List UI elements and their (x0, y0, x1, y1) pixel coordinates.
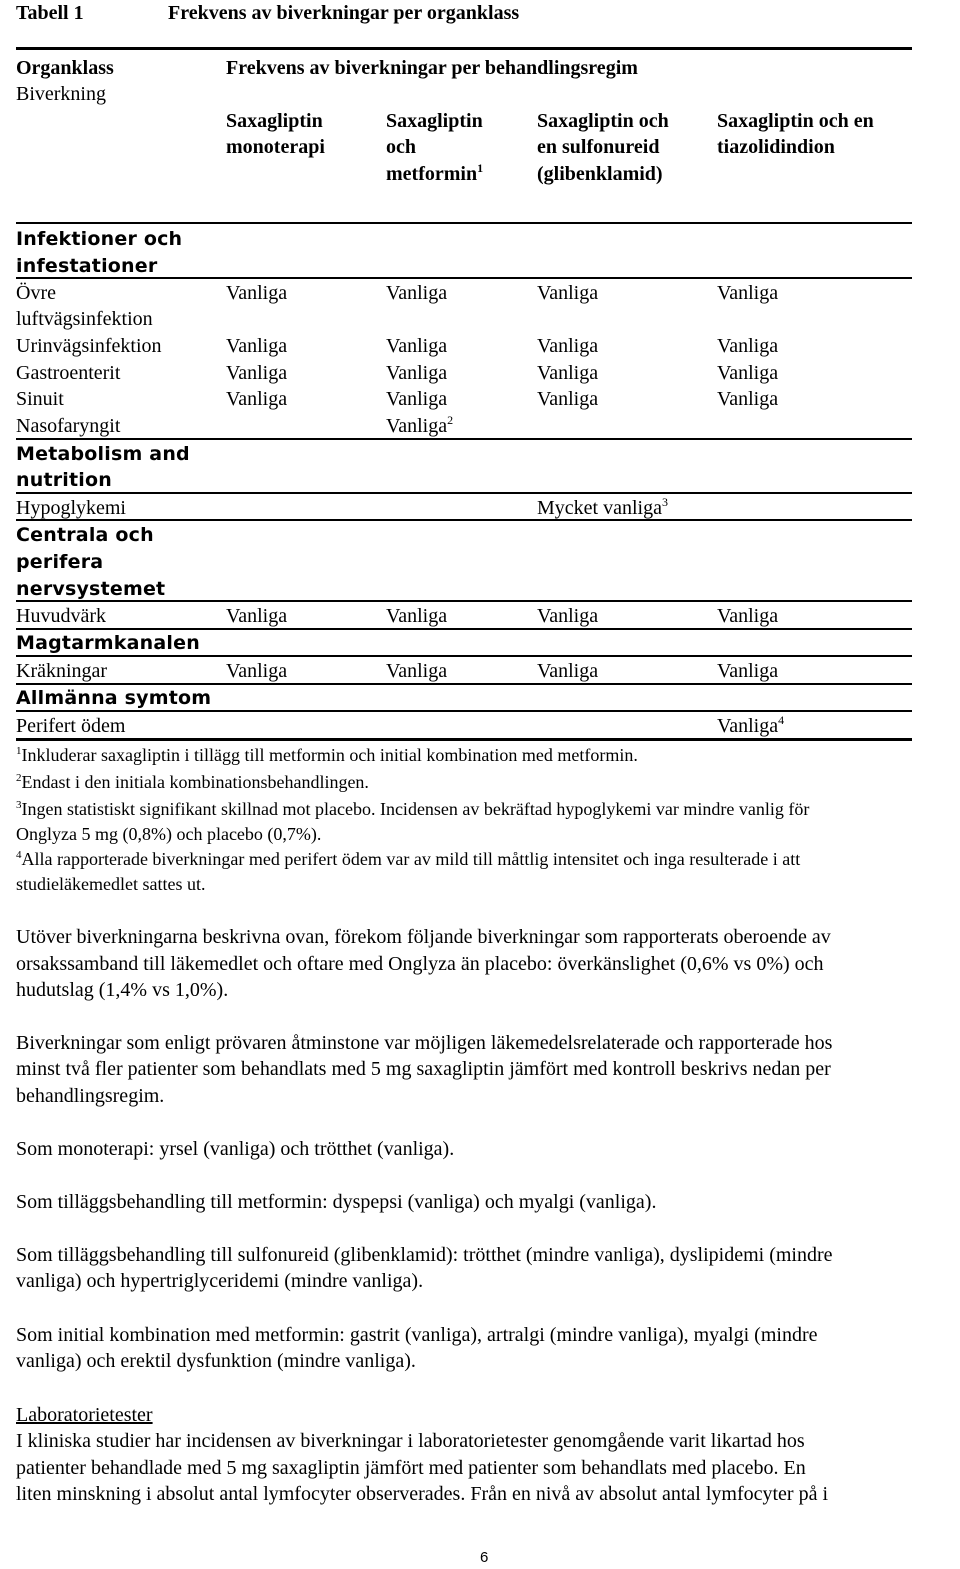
section-general-symptoms: Allmänna symtom (16, 687, 212, 709)
footnote-marker: 4 (16, 849, 22, 861)
row-sinusitis: Sinuit (16, 388, 64, 410)
cell-value-text: Vanliga (717, 715, 779, 737)
header-col2-text: metformin (386, 163, 478, 185)
cell-value: Vanliga (386, 605, 448, 627)
paragraph-1-line3: hudutslag (1,4% vs 1,0%). (16, 979, 229, 1001)
footnote-marker: 2 (16, 772, 22, 784)
header-col1-line1: Saxagliptin (226, 110, 323, 132)
footnote-ref: 2 (447, 413, 454, 427)
row-nasopharyngitis: Nasofaryngit (16, 415, 121, 437)
header-col2-line3 (386, 161, 483, 187)
section-nervous-line3: nervsystemet (16, 578, 166, 600)
cell-value: Vanliga (537, 388, 599, 410)
section-infections-line1: Infektioner och (16, 228, 183, 250)
header-col3-line3: (glibenklamid) (537, 163, 663, 185)
row-vomiting: Kräkningar (16, 660, 108, 682)
cell-value: Vanliga (717, 362, 779, 384)
cell-value: Vanliga (537, 362, 599, 384)
cell-value-text: Vanliga (386, 415, 448, 437)
footnote-1 (16, 743, 951, 768)
cell-value: Vanliga (717, 388, 779, 410)
row-hypoglycemia: Hypoglykemi (16, 497, 126, 519)
cell-value-text: Mycket vanliga (537, 497, 662, 519)
row-peripheral-edema: Perifert ödem (16, 715, 126, 737)
cell-value: Vanliga (226, 362, 288, 384)
cell-value: Vanliga (717, 660, 779, 682)
footnote-text: Endast i den initiala kombinationsbehandlingen. (21, 772, 369, 792)
row-rule (16, 710, 912, 712)
cell-value: Vanliga (537, 605, 599, 627)
cell-value: Vanliga (226, 605, 288, 627)
row-rule (16, 655, 912, 657)
footnote-ref: 3 (661, 495, 668, 509)
cell-value: Vanliga (717, 335, 779, 357)
header-regimen-title: Frekvens av biverkningar per behandlingsregim (226, 57, 638, 79)
lab-tests-heading: Laboratorietester (16, 1404, 153, 1426)
page-number: 6 (480, 1549, 489, 1566)
cell-value: Vanliga (717, 282, 779, 304)
cell-value: Vanliga (386, 660, 448, 682)
header-organ-class: Organklass (16, 57, 114, 79)
table-label: Tabell 1 (16, 2, 84, 24)
paragraph-initial-combo-line1: Som initial kombination med metformin: gastrit (vanliga), artralgi (mindre vanliga), myalgi (mindre (16, 1324, 818, 1346)
header-col4-line2: tiazolidindion (717, 136, 835, 158)
header-col1-line2: monoterapi (226, 136, 325, 158)
paragraph-1-line2: orsakssamband till läkemedlet och oftare med Onglyza än placebo: överkänslighet (0,6% vs 0%) och (16, 953, 824, 975)
row-urinary-infection: Urinvägsinfektion (16, 335, 162, 357)
footnote-text: Ingen statistiskt signifikant skillnad mot placebo. Incidensen av bekräftad hypoglykemi var mindre vanlig för (21, 799, 810, 819)
row-headache: Huvudvärk (16, 605, 106, 627)
paragraph-metformin: Som tilläggsbehandling till metformin: dyspepsi (vanliga) och myalgi (vanliga). (16, 1191, 657, 1213)
table-bottom-rule (16, 738, 912, 741)
paragraph-lab-line2: patienter behandlade med 5 mg saxagliptin jämfört med patienter som behandlats med placebo. En (16, 1457, 806, 1479)
cell-value (537, 495, 668, 521)
footnote-4-cont: studieläkemedlet sattes ut. (16, 874, 206, 894)
paragraph-2-line2: minst två fler patienter som behandlats med 5 mg saxagliptin jämfört med kontroll beskrivs nedan per (16, 1058, 831, 1080)
paragraph-monotherapy: Som monoterapi: yrsel (vanliga) och trötthet (vanliga). (16, 1138, 455, 1160)
header-col2-line2: och (386, 136, 416, 158)
paragraph-sulfonylurea-line2: vanliga) och hypertriglyceridemi (mindre vanliga). (16, 1270, 424, 1292)
row-rule (16, 600, 912, 602)
paragraph-2-line1: Biverkningar som enligt prövaren åtminstone var möjligen läkemedelsrelaterade och rapporterade hos (16, 1032, 833, 1054)
cell-value: Vanliga (386, 335, 448, 357)
section-gastrointestinal: Magtarmkanalen (16, 632, 200, 654)
paragraph-sulfonylurea-line1: Som tilläggsbehandling till sulfonureid (glibenklamid): trötthet (mindre vanliga), dyslipidemi (mindre (16, 1244, 833, 1266)
header-bottom-rule (16, 222, 912, 224)
cell-value (717, 713, 784, 739)
table-title: Frekvens av biverkningar per organklass (168, 2, 520, 24)
header-reaction: Biverkning (16, 83, 106, 105)
cell-value: Vanliga (226, 335, 288, 357)
footnote-marker: 3 (16, 799, 22, 811)
section-nervous-line1: Centrala och (16, 524, 154, 546)
footnote-3 (16, 797, 951, 822)
cell-value: Vanliga (386, 362, 448, 384)
header-col4-line1: Saxagliptin och en (717, 110, 874, 132)
paragraph-1-line1: Utöver biverkningarna beskrivna ovan, förekom följande biverkningar som rapporterats oberoende av (16, 926, 831, 948)
row-upper-respiratory-line1: Övre (16, 282, 56, 304)
cell-value: Vanliga (386, 282, 448, 304)
cell-value: Vanliga (537, 335, 599, 357)
cell-value: Vanliga (226, 660, 288, 682)
cell-value: Vanliga (226, 388, 288, 410)
row-upper-respiratory-line2: luftvägsinfektion (16, 308, 153, 330)
cell-value (386, 413, 453, 439)
paragraph-initial-combo-line2: vanliga) och erektil dysfunktion (mindre vanliga). (16, 1350, 416, 1372)
table-top-rule (16, 47, 912, 50)
row-rule (16, 438, 912, 440)
cell-value: Vanliga (226, 282, 288, 304)
row-rule (16, 519, 912, 521)
header-col3-line1: Saxagliptin och (537, 110, 669, 132)
header-col2-line1: Saxagliptin (386, 110, 483, 132)
footnote-3-cont: Onglyza 5 mg (0,8%) och placebo (0,7%). (16, 824, 322, 844)
section-nervous-line2: perifera (16, 551, 104, 573)
row-gastroenteritis: Gastroenterit (16, 362, 121, 384)
footnote-text: Alla rapporterade biverkningar med perifert ödem var av mild till måttlig intensitet och inga resulterade i att (21, 849, 801, 869)
footnote-2 (16, 770, 951, 795)
paragraph-lab-line1: I kliniska studier har incidensen av biverkningar i laboratorietester genomgående varit likartad hos (16, 1430, 805, 1452)
footnote-marker: 1 (16, 745, 22, 757)
section-infections-line2: infestationer (16, 255, 158, 277)
footnote-ref: 1 (477, 161, 484, 175)
section-metabolism-line1: Metabolism and (16, 443, 190, 465)
section-metabolism-line2: nutrition (16, 469, 112, 491)
cell-value: Vanliga (537, 660, 599, 682)
row-rule (16, 492, 912, 494)
cell-value: Vanliga (717, 605, 779, 627)
paragraph-lab-line3: liten minskning i absolut antal lymfocyter observerades. Från en nivå av absolut antal lymfocyter på i (16, 1483, 829, 1505)
footnote-4 (16, 847, 951, 872)
paragraph-2-line3: behandlingsregim. (16, 1085, 165, 1107)
footnote-ref: 4 (778, 713, 785, 727)
cell-value: Vanliga (386, 388, 448, 410)
header-col3-line2: en sulfonureid (537, 136, 660, 158)
footnote-text: Inkluderar saxagliptin i tillägg till metformin och initial kombination med metformin. (21, 745, 638, 765)
row-rule (16, 277, 912, 279)
cell-value: Vanliga (537, 282, 599, 304)
